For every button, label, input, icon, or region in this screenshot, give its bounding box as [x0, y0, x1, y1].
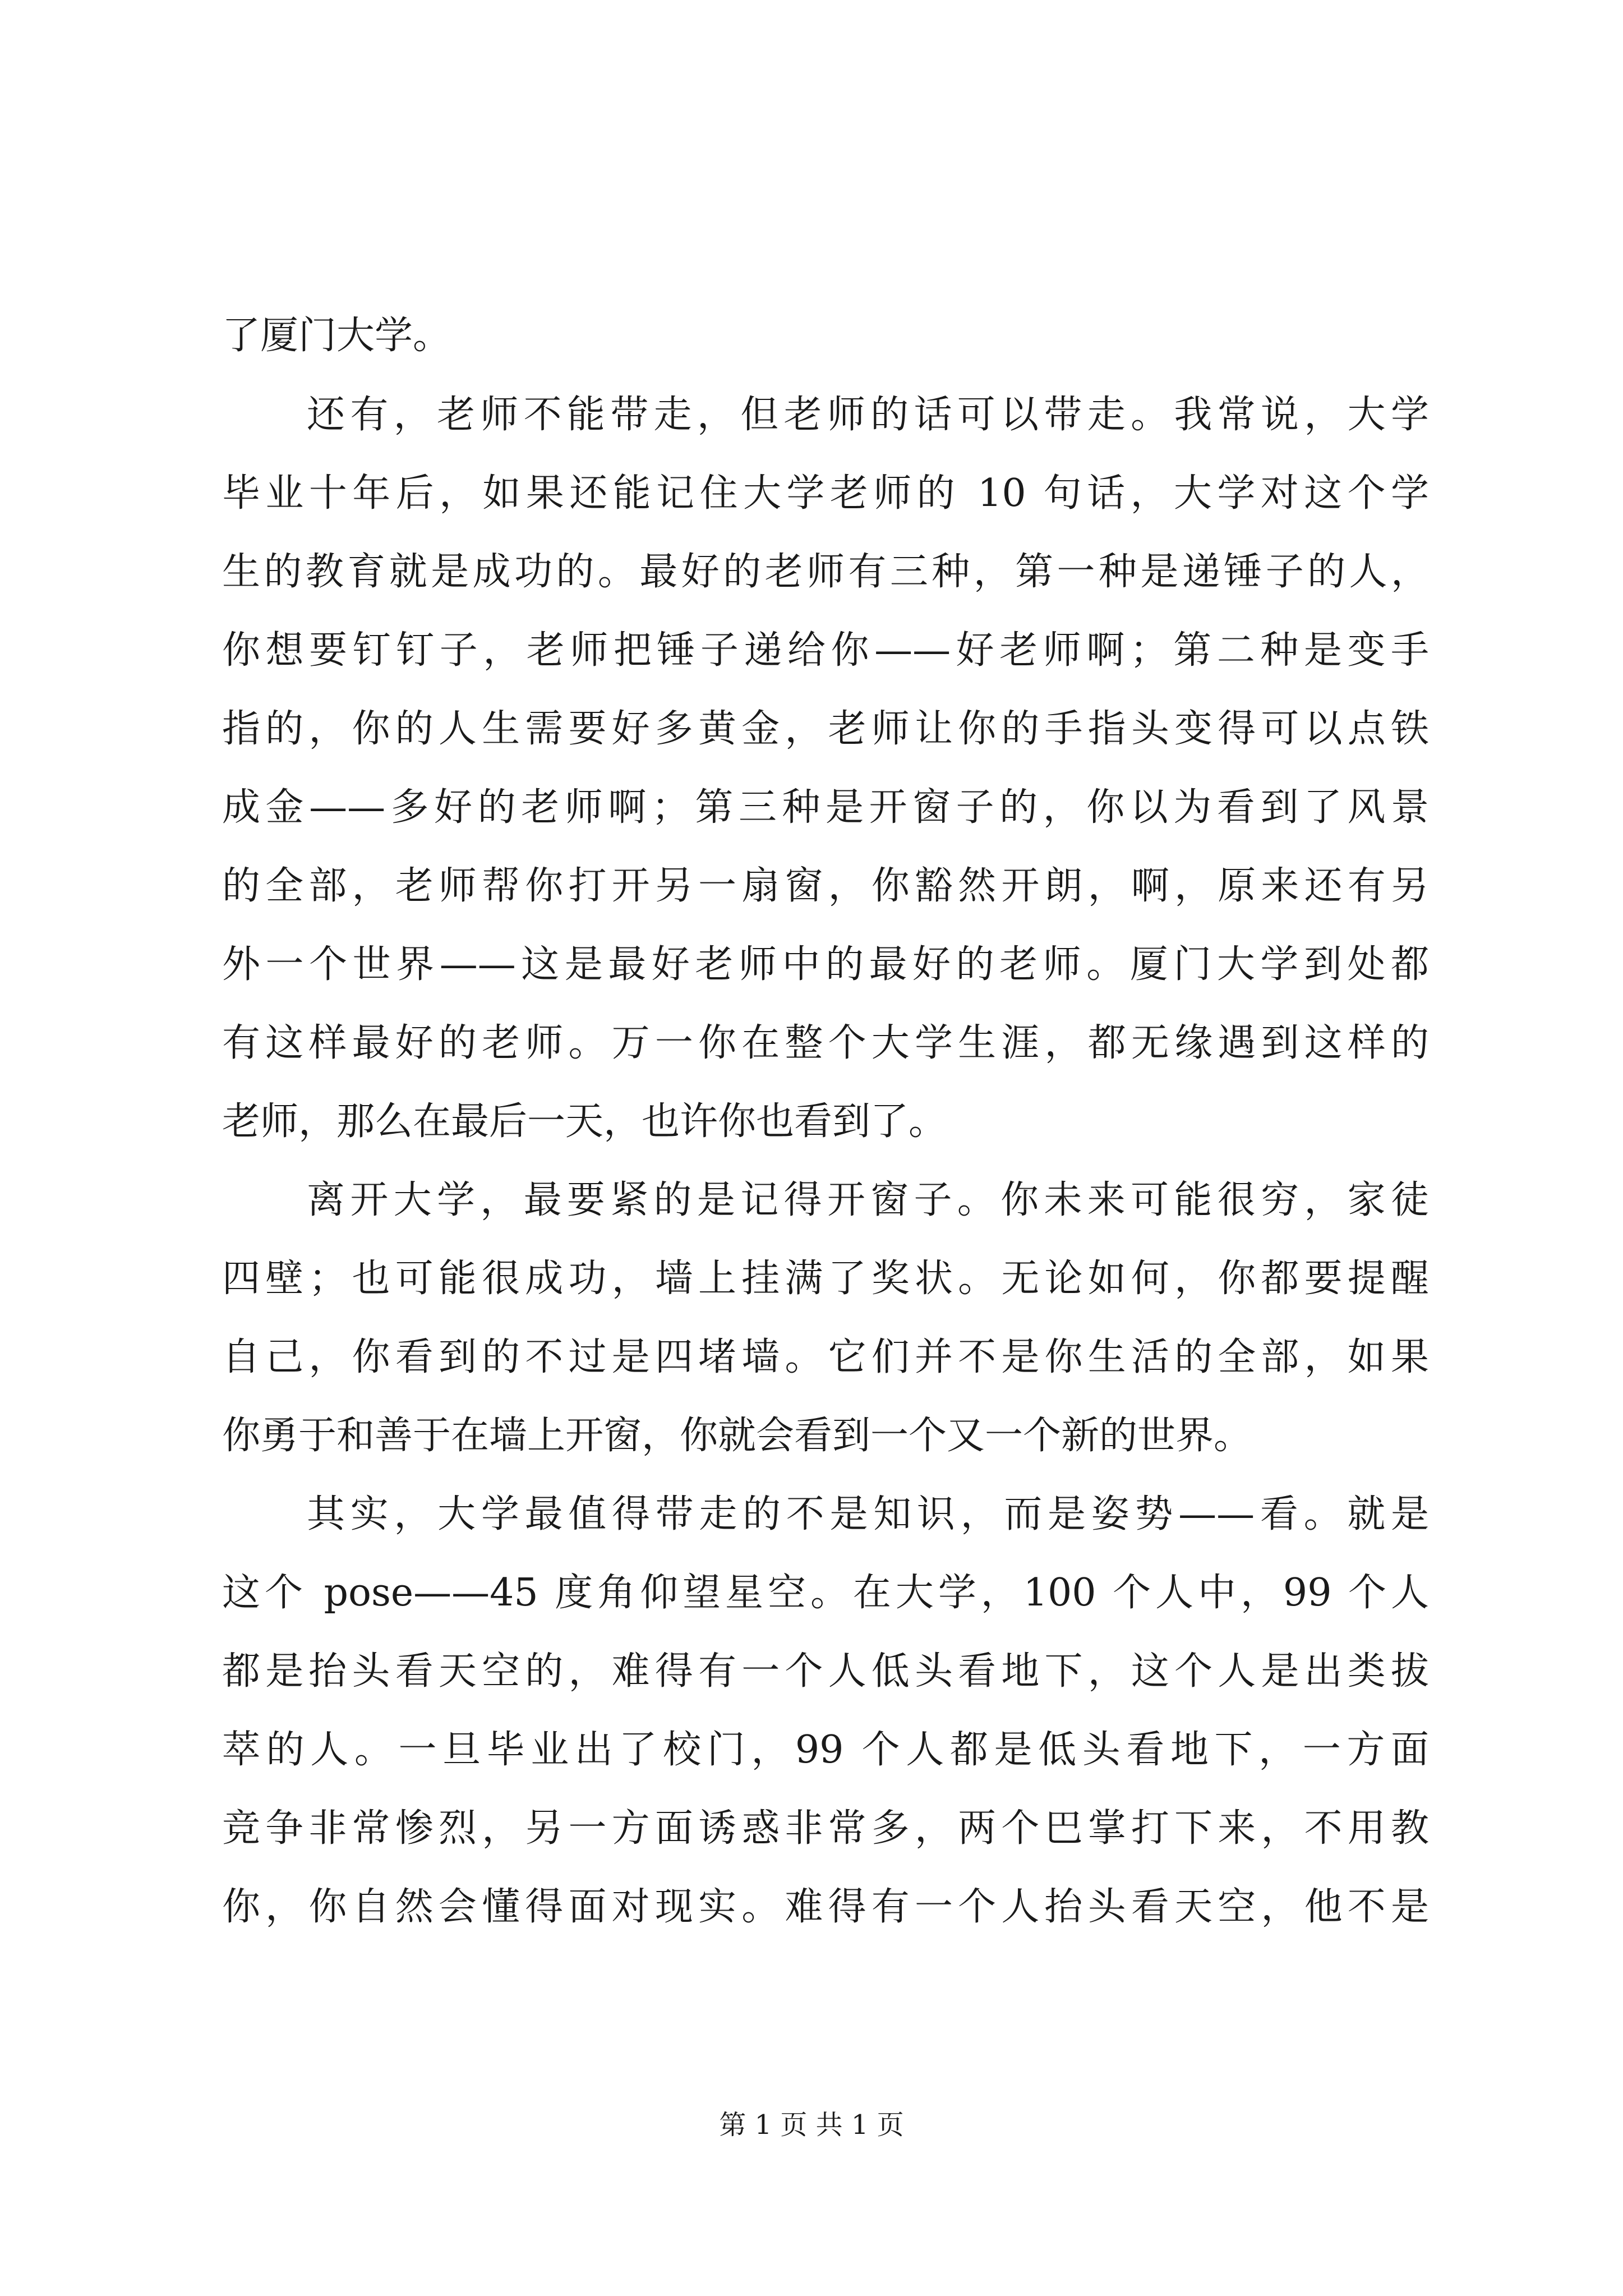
text-line: 有这样最好的老师。万一你在整个大学生涯，都无缘遇到这样的: [222, 1021, 1429, 1065]
text-line: 你想要钉钉子，老师把锤子递给你——好老师啊；第二种是变手: [222, 628, 1429, 673]
text-line: 毕业十年后，如果还能记住大学老师的 10 句话，大学对这个学: [222, 471, 1429, 516]
paragraph-first-line: 其实，大学最值得带走的不是知识，而是姿势——看。就是: [307, 1492, 1429, 1536]
text-line: 萃的人。一旦毕业出了校门，99 个人都是低头看地下，一方面: [222, 1728, 1429, 1772]
text-line: 老师，那么在最后一天，也许你也看到了。: [222, 1099, 947, 1144]
text-line: 这个 pose——45 度角仰望星空。在大学，100 个人中，99 个人: [222, 1571, 1429, 1615]
paragraph-first-line: 离开大学，最要紧的是记得开窗子。你未来可能很穷，家徒: [307, 1178, 1429, 1222]
text-line: 竞争非常惨烈，另一方面诱惑非常多，两个巴掌打下来，不用教: [222, 1806, 1429, 1851]
page-number-footer: 第 1 页 共 1 页: [719, 2109, 904, 2141]
text-line: 了厦门大学。: [222, 314, 451, 358]
text-line: 都是抬头看天空的，难得有一个人低头看地下，这个人是出类拔: [222, 1649, 1429, 1694]
text-line: 四壁；也可能很成功，墙上挂满了奖状。无论如何，你都要提醒: [222, 1257, 1429, 1301]
text-line: 指的，你的人生需要好多黄金，老师让你的手指头变得可以点铁: [222, 707, 1429, 751]
text-line: 成金——多好的老师啊；第三种是开窗子的，你以为看到了风景: [222, 785, 1429, 830]
text-line: 你勇于和善于在墙上开窗，你就会看到一个又一个新的世界。: [222, 1414, 1252, 1458]
text-line: 外一个世界——这是最好老师中的最好的老师。厦门大学到处都: [222, 942, 1429, 987]
text-line: 自己，你看到的不过是四堵墙。它们并不是你生活的全部，如果: [222, 1335, 1429, 1379]
text-line: 的全部，老师帮你打开另一扇窗，你豁然开朗，啊，原来还有另: [222, 864, 1429, 908]
text-line: 生的教育就是成功的。最好的老师有三种，第一种是递锤子的人，: [222, 550, 1429, 594]
text-line: 你，你自然会懂得面对现实。难得有一个人抬头看天空，他不是: [222, 1885, 1429, 1929]
paragraph-first-line: 还有，老师不能带走，但老师的话可以带走。我常说，大学: [307, 393, 1429, 437]
